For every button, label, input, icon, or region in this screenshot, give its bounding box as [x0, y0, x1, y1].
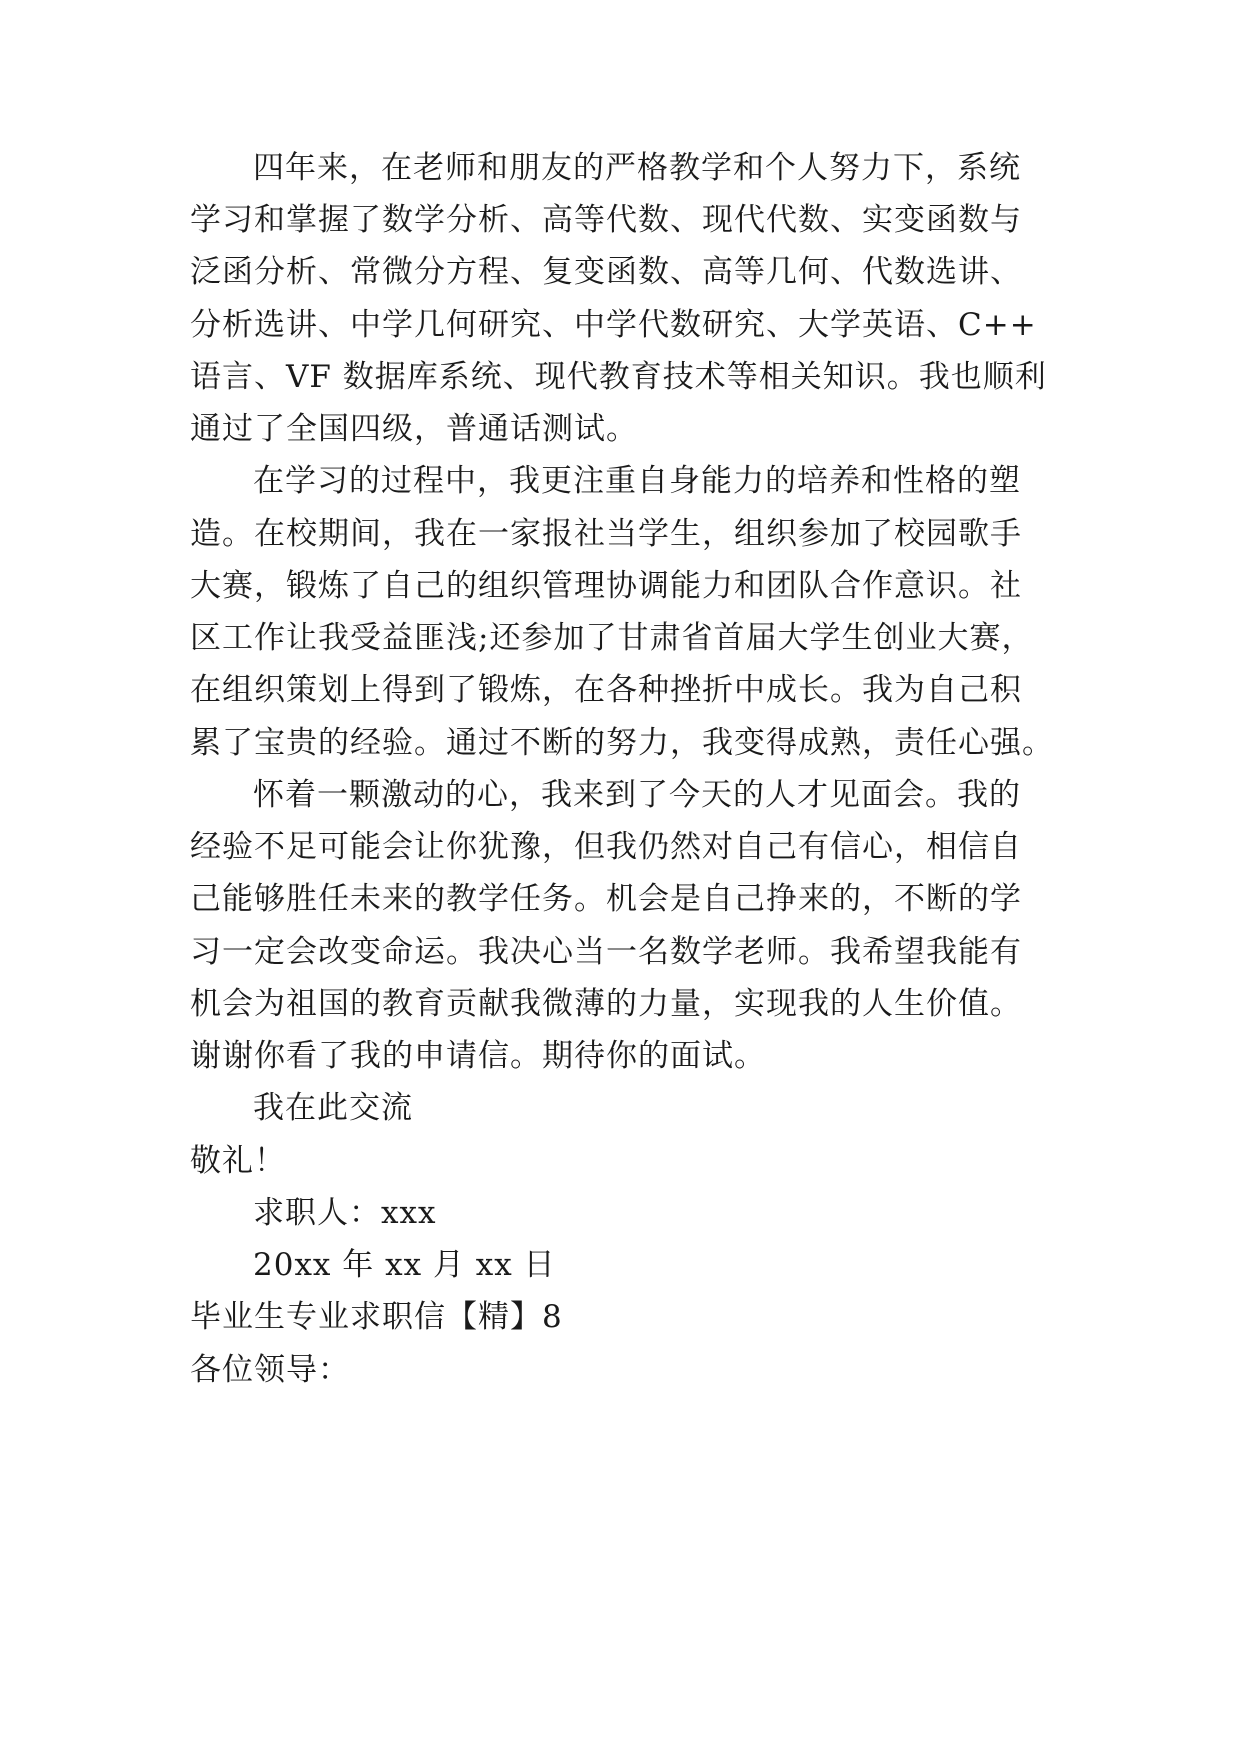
paragraph-3-line-6: 谢谢你看了我的申请信。期待你的面试。	[190, 1038, 766, 1074]
letter-date: 20xx 年 xx 月 xx 日	[253, 1247, 556, 1283]
closing-phrase: 我在此交流	[253, 1090, 413, 1126]
salutation-closing: 敬礼！	[190, 1143, 286, 1179]
applicant-signature: 求职人：xxx	[253, 1195, 437, 1231]
paragraph-2-line-4: 区工作让我受益匪浅;还参加了甘肃省首届大学生创业大赛，	[190, 620, 1034, 656]
paragraph-1-line-2: 学习和掌握了数学分析、高等代数、现代代数、实变函数与	[190, 202, 1022, 238]
paragraph-1-line-4: 分析选讲、中学几何研究、中学代数研究、大学英语、C++	[190, 307, 1037, 343]
paragraph-3-line-2: 经验不足可能会让你犹豫，但我仍然对自己有信心，相信自	[190, 829, 1022, 865]
paragraph-1-line-1: 四年来，在老师和朋友的严格教学和个人努力下，系统	[253, 150, 1021, 186]
paragraph-1-line-3: 泛函分析、常微分方程、复变函数、高等几何、代数选讲、	[190, 254, 1022, 290]
paragraph-2-line-5: 在组织策划上得到了锻炼，在各种挫折中成长。我为自己积	[190, 672, 1022, 708]
paragraph-2-line-2: 造。在校期间，我在一家报社当学生，组织参加了校园歌手	[190, 516, 1022, 552]
paragraph-1-line-6: 通过了全国四级，普通话测试。	[190, 411, 638, 447]
paragraph-2-line-1: 在学习的过程中，我更注重自身能力的培养和性格的塑	[253, 463, 1021, 499]
paragraph-1-line-5: 语言、VF 数据库系统、现代教育技术等相关知识。我也顺利	[190, 359, 1047, 395]
next-letter-title: 毕业生专业求职信【精】8	[190, 1299, 563, 1335]
paragraph-3-line-5: 机会为祖国的教育贡献我微薄的力量，实现我的人生价值。	[190, 986, 1022, 1022]
paragraph-3-line-4: 习一定会改变命运。我决心当一名数学老师。我希望我能有	[190, 934, 1022, 970]
next-letter-greeting: 各位领导：	[190, 1352, 350, 1388]
paragraph-2-line-3: 大赛，锻炼了自己的组织管理协调能力和团队合作意识。社	[190, 568, 1022, 604]
paragraph-2-line-6: 累了宝贵的经验。通过不断的努力，我变得成熟，责任心强。	[190, 725, 1054, 761]
paragraph-3-line-3: 己能够胜任未来的教学任务。机会是自己挣来的，不断的学	[190, 881, 1022, 917]
paragraph-3-line-1: 怀着一颗激动的心，我来到了今天的人才见面会。我的	[253, 777, 1021, 813]
